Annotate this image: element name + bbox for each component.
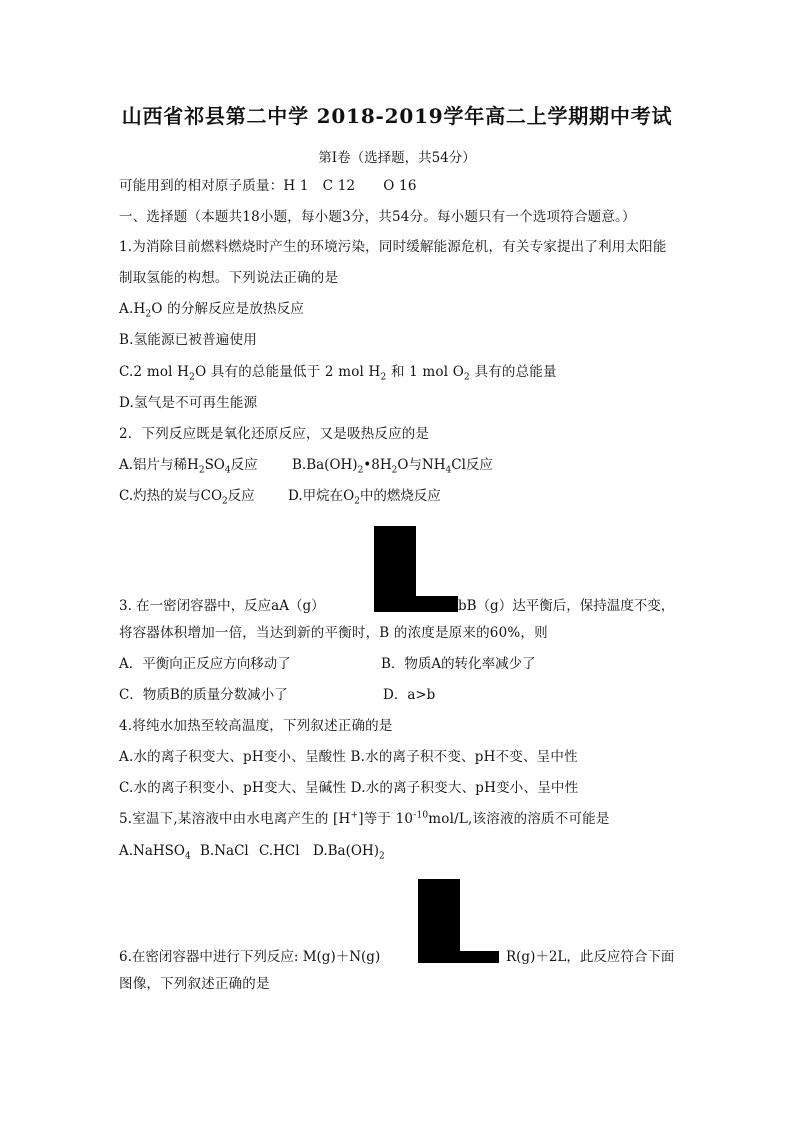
q3-option-a: A．平衡向正反应方向移动了 xyxy=(119,656,291,672)
redacted-image-block xyxy=(418,879,460,963)
q2-option-b: $B.Ba(OH)_2•8H_2O$与$NH_4Cl$反应 xyxy=(292,457,493,476)
q2-stem: 2．下列反应既是氧化还原反应，又是吸热反应的是 xyxy=(119,426,430,442)
q3-option-c: C．物质B的质量分数减小了 xyxy=(119,687,288,703)
q1-stem-line2: 制取氢能的构想。下列说法正确的是 xyxy=(119,270,339,286)
q5-option-b: B.NaCl xyxy=(200,843,249,859)
page-title: 山西省祁县第二中学 2018-2019学年高二上学期期中考试 xyxy=(121,104,673,128)
q3-option-d: D．a>b xyxy=(383,687,436,703)
q5-option-c: C.HCl xyxy=(259,843,300,859)
q5-stem: 5.室温下,某溶液中由水电离产生的 [H+]等于 $10^{-10}mol/L$,该溶液的溶质不可能是 xyxy=(119,810,610,827)
q3-stem-line2: 将容器体积增加一倍，当达到新的平衡时，B 的浓度是原来的60%，则 xyxy=(119,625,548,641)
q6-stem-part-a: 6.在密闭容器中进行下列反应: M(g)＋N(g) xyxy=(119,949,381,965)
q6-stem-part-b: R(g)＋2L，此反应符合下面 xyxy=(506,949,675,965)
section-heading: 一、选择题（本题共18小题，每小题3分，共54分。每小题只有一个选项符合题意。） xyxy=(119,209,636,225)
redacted-image-block xyxy=(460,951,499,963)
q6-stem-line2: 图像，下列叙述正确的是 xyxy=(119,976,270,992)
q2-option-a: A.铝片与稀$H_2SO_4$反应 xyxy=(119,457,258,476)
q1-option-b: B.氢能源已被普遍使用 xyxy=(119,332,257,348)
q5-option-a: A.NaHSO$_4$ xyxy=(119,843,191,862)
redacted-image-block xyxy=(374,526,416,612)
atomic-masses: 可能用到的相对原子质量：H 1 C 12 O 16 xyxy=(119,178,417,194)
q5-option-d: $D.Ba(OH)_2$ xyxy=(313,843,385,862)
q2-option-d: D.甲烷在$O_2$中的燃烧反应 xyxy=(288,488,441,507)
paper-subtitle: 第Ⅰ卷（选择题，共54分） xyxy=(318,150,476,166)
redacted-image-block xyxy=(416,596,458,612)
q4-options-ab: A.水的离子积变大、pH变小、呈酸性 B.水的离子积不变、pH不变、呈中性 xyxy=(119,749,578,765)
q4-options-cd: C.水的离子积变小、pH变大、呈碱性 D.水的离子积变大、pH变小、呈中性 xyxy=(119,780,579,796)
q3-stem-part-a: 3. 在一密闭容器中，反应aA（g） xyxy=(119,598,325,614)
q1-stem-line1: 1.为消除目前燃料燃烧时产生的环境污染，同时缓解能源危机，有关专家提出了利用太阳能 xyxy=(119,239,667,255)
q3-option-b: B．物质A的转化率减少了 xyxy=(381,656,536,672)
q1-option-d: D.氢气是不可再生能源 xyxy=(119,395,258,411)
q1-option-a: $A.H_2O$ 的分解反应是放热反应 xyxy=(119,301,305,320)
q4-stem: 4.将纯水加热至较高温度，下列叙述正确的是 xyxy=(119,718,393,734)
q1-option-c: C.2 mol $H_2O$ 具有的总能量低于 2 mol $H_2$ 和 1 mol $O_2$ 具有的总能量 xyxy=(119,364,557,383)
q2-option-c: C.灼热的炭与$CO_2$反应 xyxy=(119,488,255,507)
q3-stem-part-b: bB（g）达平衡后，保持温度不变， xyxy=(458,598,675,614)
